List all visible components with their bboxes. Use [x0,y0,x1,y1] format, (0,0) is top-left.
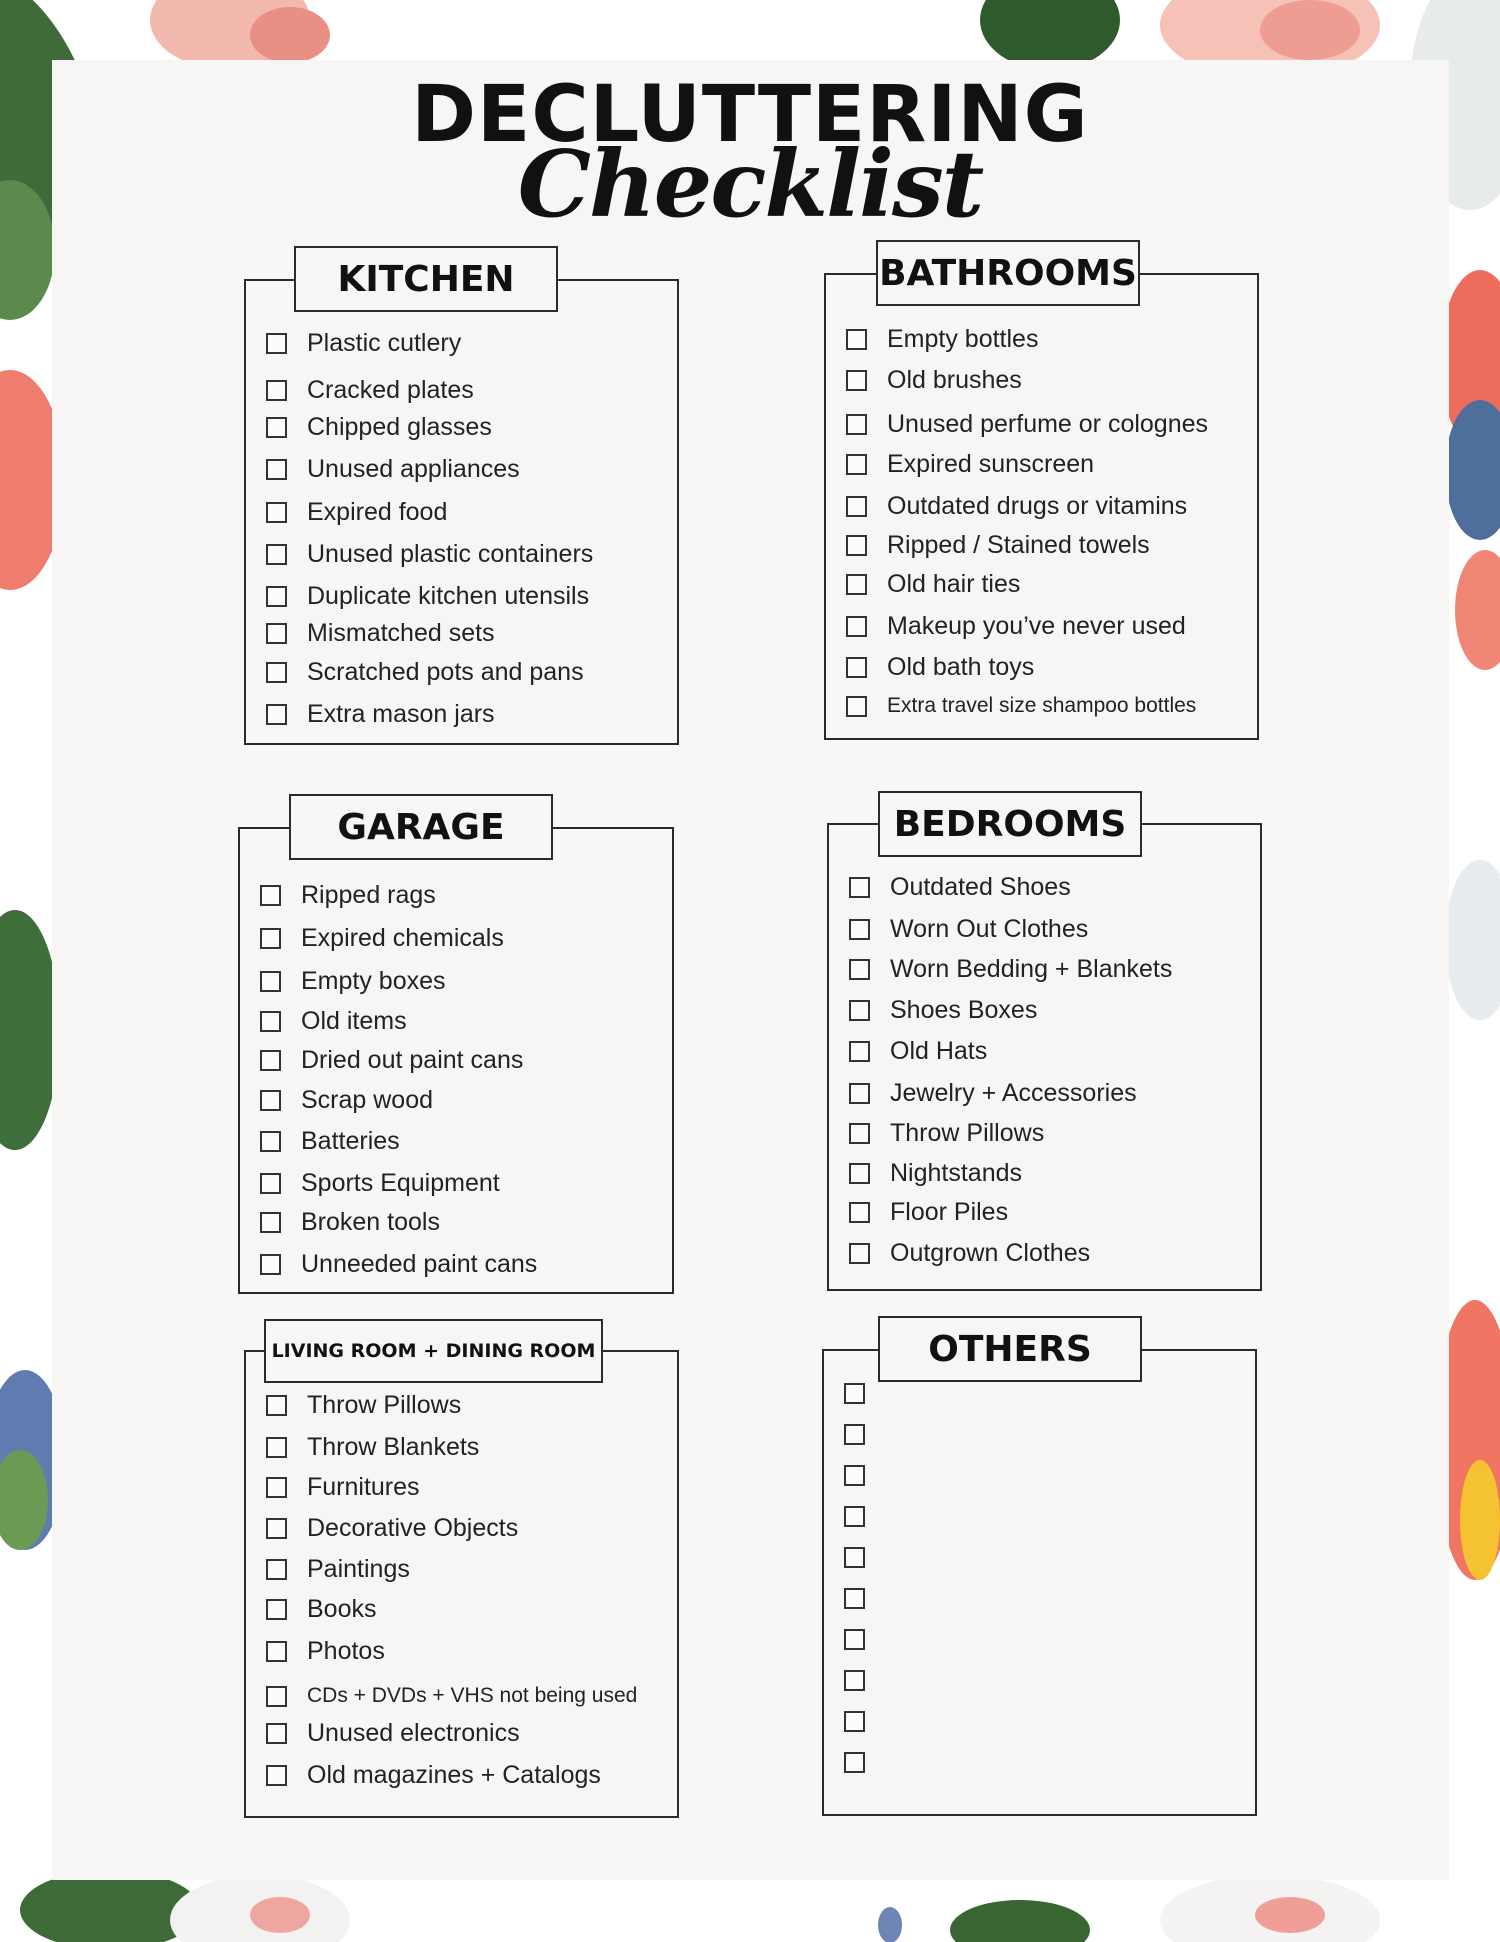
item-label: Scratched pots and pans [307,657,584,686]
list-item[interactable] [266,1589,667,1629]
checkbox[interactable] [260,928,281,949]
checkbox[interactable] [849,877,870,898]
list-item[interactable] [846,686,1247,726]
item-label: Throw Blankets [307,1432,480,1461]
checkbox[interactable] [849,919,870,940]
checkbox[interactable] [266,1437,287,1458]
item-label: Paintings [307,1554,410,1583]
item-label: Batteries [301,1126,400,1155]
list-item[interactable] [849,1233,1250,1273]
item-label: Photos [307,1636,385,1665]
item-label: Expired chemicals [301,923,504,952]
bedrooms-items [829,825,1260,1289]
list-item[interactable] [266,492,667,532]
list-item[interactable] [260,1040,662,1080]
checkbox[interactable] [266,502,287,523]
list-item[interactable] [266,652,667,692]
bathrooms-heading: BATHROOMS [876,240,1140,306]
item-label: Old Hats [890,1036,988,1065]
living-dining-items [246,1352,677,1816]
item-label: Decorative Objects [307,1513,519,1542]
list-item[interactable] [266,1427,667,1467]
kitchen-heading: KITCHEN [294,246,558,312]
item-label: Extra travel size shampoo bottles [887,694,1197,717]
list-item[interactable] [260,1080,662,1120]
checkbox[interactable] [266,544,287,565]
checkbox[interactable] [844,1424,865,1445]
checkbox[interactable] [844,1547,865,1568]
item-label: Outdated Shoes [890,872,1071,901]
checkbox[interactable] [844,1752,865,1773]
list-item[interactable] [266,1713,667,1753]
item-label: Books [307,1594,377,1623]
item-label: Furnitures [307,1472,420,1501]
checkbox[interactable] [846,616,867,637]
item-label: CDs + DVDs + VHS not being used [307,1684,638,1707]
checkbox[interactable] [849,1000,870,1021]
checkbox[interactable] [846,496,867,517]
checkbox[interactable] [266,417,287,438]
checkbox[interactable] [266,333,287,354]
list-item[interactable] [266,1467,667,1507]
checkbox[interactable] [260,1173,281,1194]
item-label: Scrap wood [301,1085,434,1114]
others-items [824,1351,1255,1814]
list-item[interactable] [849,1113,1250,1153]
list-item[interactable] [260,1244,662,1284]
checkbox[interactable] [844,1465,865,1486]
list-item[interactable] [260,1121,662,1161]
checkbox[interactable] [846,696,867,717]
checkbox[interactable] [846,329,867,350]
checkbox[interactable] [260,1050,281,1071]
item-label: Plastic cutlery [307,328,462,357]
checkbox[interactable] [846,454,867,475]
list-item[interactable] [849,949,1250,989]
checkbox[interactable] [260,885,281,906]
item-label: Unneeded paint cans [301,1249,538,1278]
list-item[interactable] [846,564,1247,604]
item-label: Empty boxes [301,966,446,995]
list-item[interactable] [266,534,667,574]
checkbox[interactable] [266,1395,287,1416]
checkbox[interactable] [260,1090,281,1111]
checkbox[interactable] [849,1123,870,1144]
page-subtitle: Checklist [517,130,983,238]
others-section [822,1349,1257,1816]
list-item[interactable] [844,1578,1245,1618]
item-label: Unused perfume or colognes [887,409,1209,438]
item-label: Expired sunscreen [887,449,1095,478]
checkbox[interactable] [266,1599,287,1620]
item-label: Outdated drugs or vitamins [887,491,1188,520]
checkbox[interactable] [266,1765,287,1786]
item-label: Old brushes [887,365,1022,394]
item-label: Ripped rags [301,880,436,909]
list-item[interactable] [260,1202,662,1242]
garage-items [240,829,672,1292]
list-item[interactable] [266,576,667,616]
list-item[interactable] [844,1701,1245,1741]
item-label: Makeup you’ve never used [887,611,1186,640]
checkbox[interactable] [849,1243,870,1264]
list-item[interactable] [844,1660,1245,1700]
bedrooms-heading: BEDROOMS [878,791,1142,857]
list-item[interactable] [260,875,662,915]
list-item[interactable] [844,1619,1245,1659]
checkbox[interactable] [846,574,867,595]
item-label: Old bath toys [887,652,1035,681]
checkbox[interactable] [266,1477,287,1498]
list-item[interactable] [844,1742,1245,1782]
checkbox[interactable] [260,1131,281,1152]
item-label: Jewelry + Accessories [890,1078,1137,1107]
list-item[interactable] [849,990,1250,1030]
bathrooms-items [826,275,1257,738]
list-item[interactable] [844,1496,1245,1536]
item-label: Cracked plates [307,375,474,404]
item-label: Outgrown Clothes [890,1238,1091,1267]
item-label: Old items [301,1006,407,1035]
checkbox[interactable] [844,1629,865,1650]
item-label: Unused appliances [307,454,520,483]
list-item[interactable] [260,918,662,958]
checkbox[interactable] [260,1212,281,1233]
item-label: Shoes Boxes [890,995,1038,1024]
checkbox[interactable] [266,704,287,725]
checkbox[interactable] [844,1506,865,1527]
item-label: Expired food [307,497,448,526]
living-dining-section [244,1350,679,1818]
list-item[interactable] [849,1031,1250,1071]
list-item[interactable] [844,1455,1245,1495]
list-item[interactable] [266,1631,667,1671]
checkbox[interactable] [849,1041,870,1062]
item-label: Dried out paint cans [301,1045,524,1074]
item-label: Extra mason jars [307,699,495,728]
list-item[interactable] [846,606,1247,646]
item-label: Unused plastic containers [307,539,594,568]
list-item[interactable] [266,613,667,653]
checkbox[interactable] [266,623,287,644]
checkbox[interactable] [849,1083,870,1104]
list-item[interactable] [266,694,667,734]
list-item[interactable] [266,323,667,363]
checkbox[interactable] [844,1588,865,1609]
checkbox[interactable] [266,1559,287,1580]
list-item[interactable] [266,1549,667,1589]
checkbox[interactable] [260,971,281,992]
item-label: Nightstands [890,1158,1023,1187]
checkbox[interactable] [844,1383,865,1404]
item-label: Floor Piles [890,1197,1009,1226]
checkbox[interactable] [849,1202,870,1223]
list-item[interactable] [846,360,1247,400]
list-item[interactable] [849,1153,1250,1193]
checkbox[interactable] [266,586,287,607]
list-item[interactable] [846,647,1247,687]
item-label: Old magazines + Catalogs [307,1760,601,1789]
list-item[interactable] [266,1508,667,1548]
checkbox[interactable] [266,662,287,683]
checkbox[interactable] [266,1723,287,1744]
living-dining-heading: LIVING ROOM + DINING ROOM [264,1319,603,1383]
checkbox[interactable] [846,370,867,391]
list-item[interactable] [846,319,1247,359]
list-item[interactable] [844,1537,1245,1577]
list-item[interactable] [266,370,667,410]
item-label: Duplicate kitchen utensils [307,581,590,610]
list-item[interactable] [260,1163,662,1203]
checkbox[interactable] [266,1686,287,1707]
item-label: Throw Pillows [307,1390,462,1419]
list-item[interactable] [266,1385,667,1425]
garage-section [238,827,674,1294]
list-item[interactable] [266,407,667,447]
list-item[interactable] [260,961,662,1001]
list-item[interactable] [266,449,667,489]
item-label: Throw Pillows [890,1118,1045,1147]
list-item[interactable] [846,404,1247,444]
list-item[interactable] [849,909,1250,949]
item-label: Broken tools [301,1207,440,1236]
checkbox[interactable] [260,1254,281,1275]
bedrooms-section [827,823,1262,1291]
item-label: Ripped / Stained towels [887,530,1150,559]
item-label: Worn Out Clothes [890,914,1089,943]
list-item[interactable] [846,486,1247,526]
bathrooms-section [824,273,1259,740]
kitchen-section [244,279,679,745]
list-item[interactable] [846,525,1247,565]
list-item[interactable] [266,1676,667,1716]
list-item[interactable] [849,867,1250,907]
item-label: Unused electronics [307,1718,520,1747]
checkbox[interactable] [846,414,867,435]
checkbox[interactable] [260,1011,281,1032]
list-item[interactable] [266,1755,667,1795]
garage-heading: GARAGE [289,794,553,860]
checkbox[interactable] [849,1163,870,1184]
checkbox[interactable] [844,1711,865,1732]
others-heading: OTHERS [878,1316,1142,1382]
kitchen-items [246,281,677,743]
list-item[interactable] [849,1192,1250,1232]
item-label: Mismatched sets [307,618,495,647]
item-label: Old hair ties [887,569,1021,598]
checkbox[interactable] [846,657,867,678]
list-item[interactable] [844,1414,1245,1454]
list-item[interactable] [846,444,1247,484]
page-title: DECLUTTERING [411,70,1089,160]
item-label: Worn Bedding + Blankets [890,954,1173,983]
item-label: Sports Equipment [301,1168,500,1197]
checkbox[interactable] [266,1641,287,1662]
checkbox[interactable] [266,1518,287,1539]
checkbox[interactable] [846,535,867,556]
item-label: Empty bottles [887,324,1039,353]
item-label: Chipped glasses [307,412,492,441]
checkbox[interactable] [844,1670,865,1691]
checkbox[interactable] [266,459,287,480]
checkbox[interactable] [266,380,287,401]
list-item[interactable] [260,1001,662,1041]
list-item[interactable] [849,1073,1250,1113]
checkbox[interactable] [849,959,870,980]
